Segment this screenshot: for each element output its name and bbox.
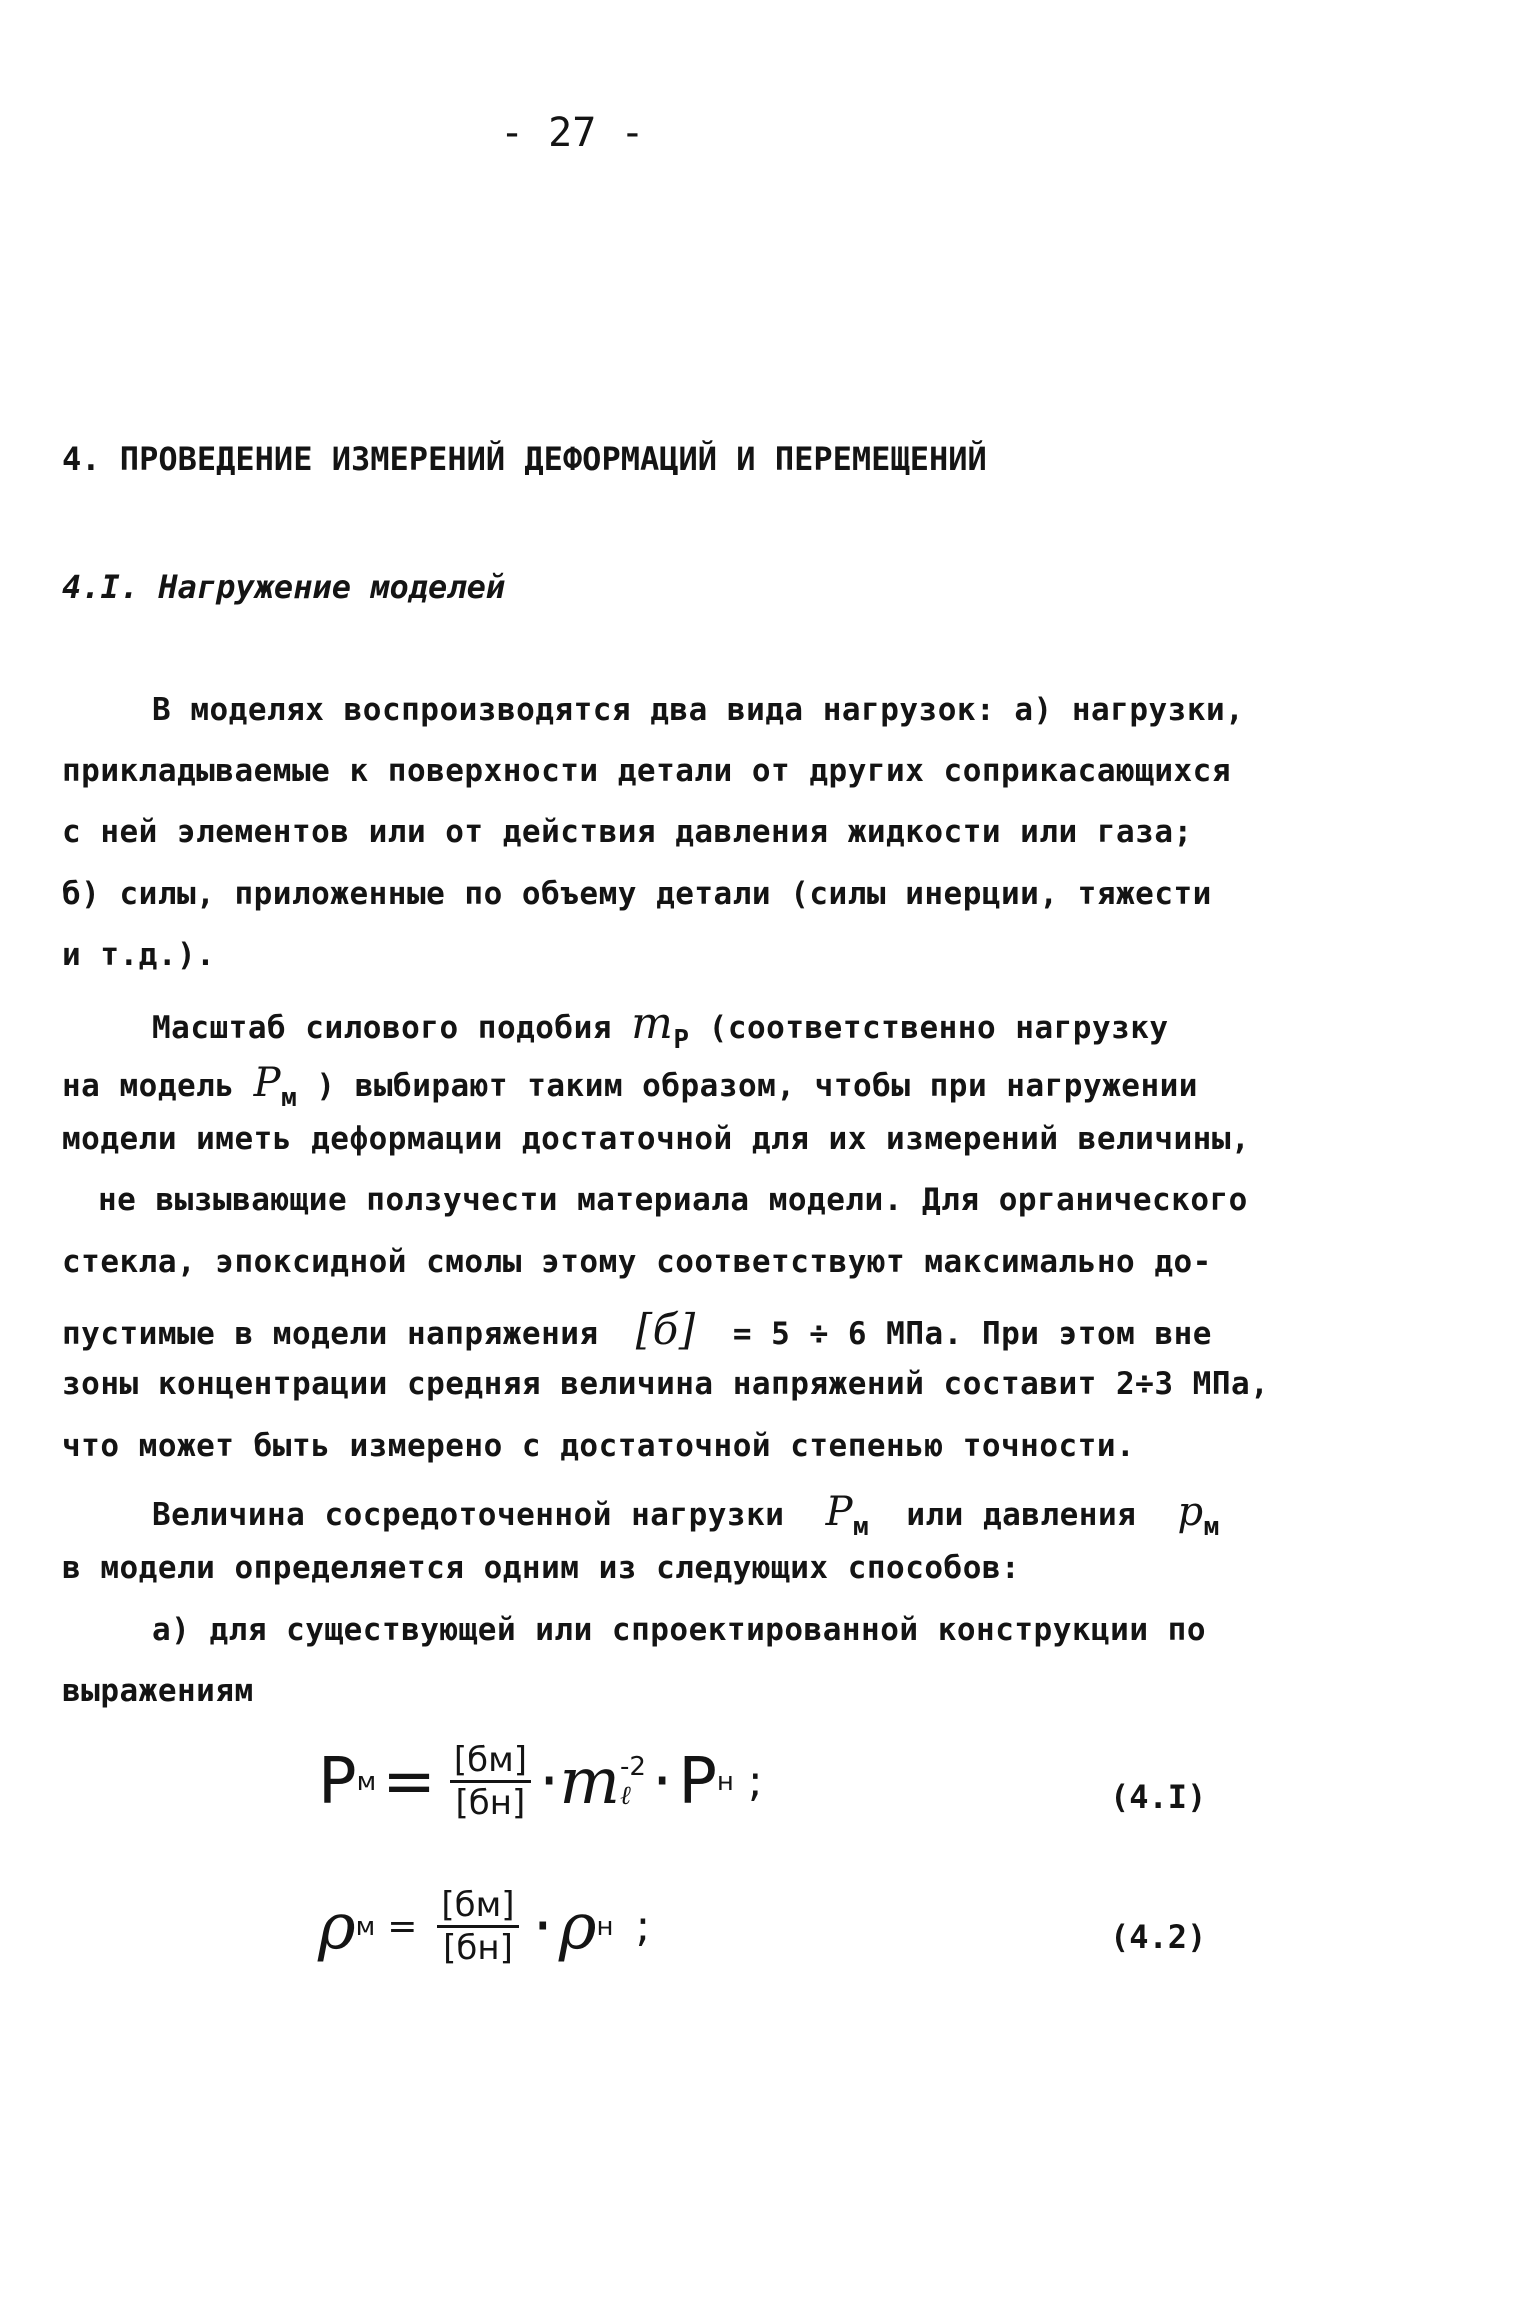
- text-line: выражениям: [62, 1673, 254, 1709]
- text-line: и т.д.).: [62, 937, 216, 973]
- text-fragment: Масштаб силового подобия: [152, 1010, 612, 1046]
- symbol-p: P: [253, 1060, 282, 1106]
- page-number: - 27 -: [500, 110, 645, 156]
- eq-symbol: ρ: [318, 1889, 356, 1964]
- equation-number: (4.2): [1110, 1918, 1207, 1956]
- text-fragment: = 5 ÷ 6 МПа. При этом вне: [732, 1316, 1212, 1352]
- text-line: В моделях воспроизводятся два вида нагрузок: а) нагрузки,: [152, 692, 1245, 728]
- text-fragment: пустимые в модели напряжения: [62, 1316, 599, 1352]
- text-line: б) силы, приложенные по объему детали (силы инерции, тяжести: [62, 876, 1212, 912]
- text-line: стекла, эпоксидной смолы этому соответствуют максимально до-: [62, 1244, 1212, 1280]
- equation-4-2: [318, 1885, 650, 1968]
- text-line: в модели определяется одним из следующих способов:: [62, 1550, 1021, 1586]
- eq-punctuation: ;: [635, 1901, 651, 1952]
- section-heading: 4. ПРОВЕДЕНИЕ ИЗМЕРЕНИЙ ДЕФОРМАЦИЙ И ПЕРЕМЕЩЕНИЙ: [62, 440, 987, 478]
- text-line: [62, 1060, 1198, 1113]
- symbol-subscript: м: [1203, 1512, 1220, 1542]
- fraction: [437, 1885, 518, 1968]
- symbol-subscript: P: [673, 1025, 690, 1055]
- equation-4-1: [318, 1740, 763, 1823]
- eq-sign: =: [382, 1744, 436, 1819]
- text-fragment: на модель: [62, 1068, 235, 1104]
- text-line: с ней элементов или от действия давления жидкости или газа;: [62, 814, 1193, 850]
- eq-operator: ·: [532, 1889, 553, 1964]
- eq-subscript: н: [596, 1911, 614, 1942]
- eq-symbol: P: [678, 1744, 717, 1819]
- fraction-numerator: [бм]: [437, 1885, 518, 1928]
- text-fragment: или давления: [906, 1497, 1137, 1533]
- text-fragment: Величина сосредоточенной нагрузки: [152, 1497, 785, 1533]
- eq-punctuation: ;: [747, 1756, 763, 1807]
- eq-operator: ·: [539, 1744, 560, 1819]
- symbol-P: P: [825, 1489, 853, 1535]
- text-line: не вызывающие ползучести материала модели. Для органического: [98, 1182, 1248, 1218]
- eq-symbol: P: [318, 1744, 357, 1819]
- symbol-subscript: м: [281, 1083, 298, 1113]
- eq-symbol: ρ: [558, 1889, 597, 1964]
- symbol-subscript: м: [853, 1512, 870, 1542]
- text-fragment: ) выбирают таким образом, чтобы при нагружении: [316, 1068, 1198, 1104]
- text-line: [62, 1305, 1212, 1354]
- symbol-m: m: [631, 998, 674, 1049]
- text-line: зоны концентрации средняя величина напряжений составит 2÷3 МПа,: [62, 1366, 1270, 1402]
- fraction: [450, 1740, 531, 1823]
- eq-subscript: ℓ: [620, 1780, 631, 1811]
- equation-number: (4.I): [1110, 1778, 1207, 1816]
- eq-symbol: m: [559, 1744, 621, 1819]
- symbol-p: p: [1177, 1489, 1204, 1535]
- fraction-denominator: [бн]: [443, 1928, 513, 1968]
- fraction-numerator: [бм]: [450, 1740, 531, 1783]
- text-line: а) для существующей или спроектированной конструкции по: [152, 1612, 1206, 1648]
- text-line: что может быть измерено с достаточной степенью точности.: [62, 1428, 1136, 1464]
- eq-subscript: н: [716, 1766, 734, 1797]
- symbol-stress: [б]: [635, 1305, 696, 1354]
- eq-sign: =: [387, 1906, 418, 1947]
- text-line: [152, 1489, 1220, 1542]
- eq-operator: ·: [651, 1744, 673, 1819]
- fraction-denominator: [бн]: [455, 1783, 526, 1823]
- text-line: прикладываемые к поверхности детали от других соприкасающихся: [62, 753, 1231, 789]
- text-line: [152, 998, 1169, 1055]
- text-fragment: (соответственно нагрузку: [708, 1010, 1169, 1046]
- eq-superscript: -2: [620, 1751, 646, 1782]
- eq-subscript: м: [355, 1911, 376, 1942]
- text-line: модели иметь деформации достаточной для их измерений величины,: [62, 1121, 1251, 1157]
- eq-subscript: м: [356, 1766, 377, 1797]
- subsection-heading: 4.I. Нагружение моделей: [62, 568, 506, 606]
